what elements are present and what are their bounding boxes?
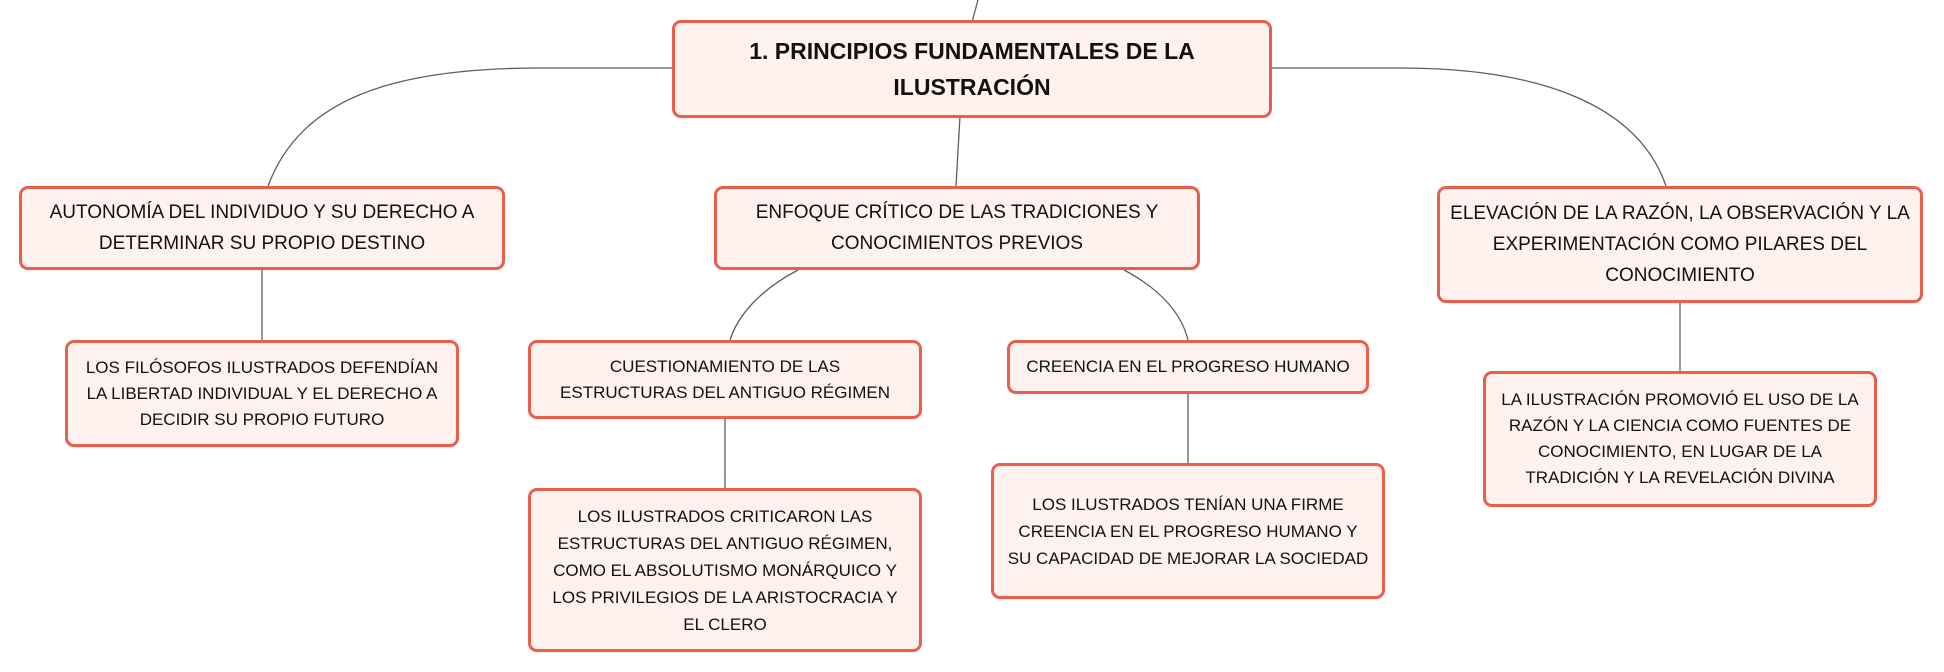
subtopic-libertad-detail-node[interactable] bbox=[65, 340, 459, 447]
topic-autonomia-node[interactable] bbox=[19, 186, 505, 270]
subtopic-cuestionamiento-node[interactable] bbox=[528, 340, 922, 419]
topic-enfoque-critico-node[interactable] bbox=[714, 186, 1200, 270]
subtopic-cuestionamiento-label: CUESTIONAMIENTO DE LAS ESTRUCTURAS DEL ANTIGUO RÉGIMEN bbox=[560, 356, 890, 402]
subtopic-razon-detail-node[interactable] bbox=[1483, 371, 1877, 507]
root-topic-label: 1. PRINCIPIOS FUNDAMENTALES DE LA ILUSTRACIÓN bbox=[749, 38, 1195, 100]
detail-antiguo-regimen-label: LOS ILUSTRADOS CRITICARON LAS ESTRUCTURAS DEL ANTIGUO RÉGIMEN, COMO EL ABSOLUTISMO MONÁRQUICO Y LOS PRIVILEGIOS DE LA ARISTOCRACIA Y EL CLERO bbox=[552, 506, 898, 634]
subtopic-razon-detail-label: LA ILUSTRACIÓN PROMOVIÓ EL USO DE LA RAZÓN Y LA CIENCIA COMO FUENTES DE CONOCIMIENTO, EN LUGAR DE LA TRADICIÓN Y LA REVELACIÓN DIVINA bbox=[1501, 390, 1859, 487]
detail-progreso-node[interactable] bbox=[991, 463, 1385, 599]
detail-progreso-label: LOS ILUSTRADOS TENÍAN UNA FIRME CREENCIA EN EL PROGRESO HUMANO Y SU CAPACIDAD DE MEJORAR LA SOCIEDAD bbox=[1007, 494, 1369, 568]
topic-enfoque-critico-label: ENFOQUE CRÍTICO DE LAS TRADICIONES Y CONOCIMIENTOS PREVIOS bbox=[755, 202, 1159, 254]
subtopic-progreso-label: CREENCIA EN EL PROGRESO HUMANO bbox=[1026, 357, 1350, 376]
topic-autonomia-label: AUTONOMÍA DEL INDIVIDUO Y SU DERECHO A DETERMINAR SU PROPIO DESTINO bbox=[49, 202, 475, 254]
topic-elevacion-razon-node[interactable] bbox=[1437, 186, 1923, 303]
topic-elevacion-razon-label: ELEVACIÓN DE LA RAZÓN, LA OBSERVACIÓN Y LA EXPERIMENTACIÓN COMO PILARES DEL CONOCIMIENTO bbox=[1450, 203, 1910, 286]
connector-center-to-sub-left bbox=[730, 270, 798, 340]
connector-center-to-sub-right bbox=[1124, 270, 1188, 340]
root-topic-node[interactable] bbox=[672, 20, 1272, 118]
connector-root-to-right bbox=[1272, 68, 1666, 186]
connector-parent-to-root bbox=[972, 0, 978, 22]
subtopic-libertad-detail-label: LOS FILÓSOFOS ILUSTRADOS DEFENDÍAN LA LIBERTAD INDIVIDUAL Y EL DERECHO A DECIDIR SU PROPIO FUTURO bbox=[85, 357, 439, 429]
subtopic-progreso-node[interactable] bbox=[1007, 340, 1369, 394]
connector-root-to-left bbox=[268, 68, 672, 186]
connector-root-to-center bbox=[956, 116, 960, 186]
detail-antiguo-regimen-node[interactable] bbox=[528, 488, 922, 652]
